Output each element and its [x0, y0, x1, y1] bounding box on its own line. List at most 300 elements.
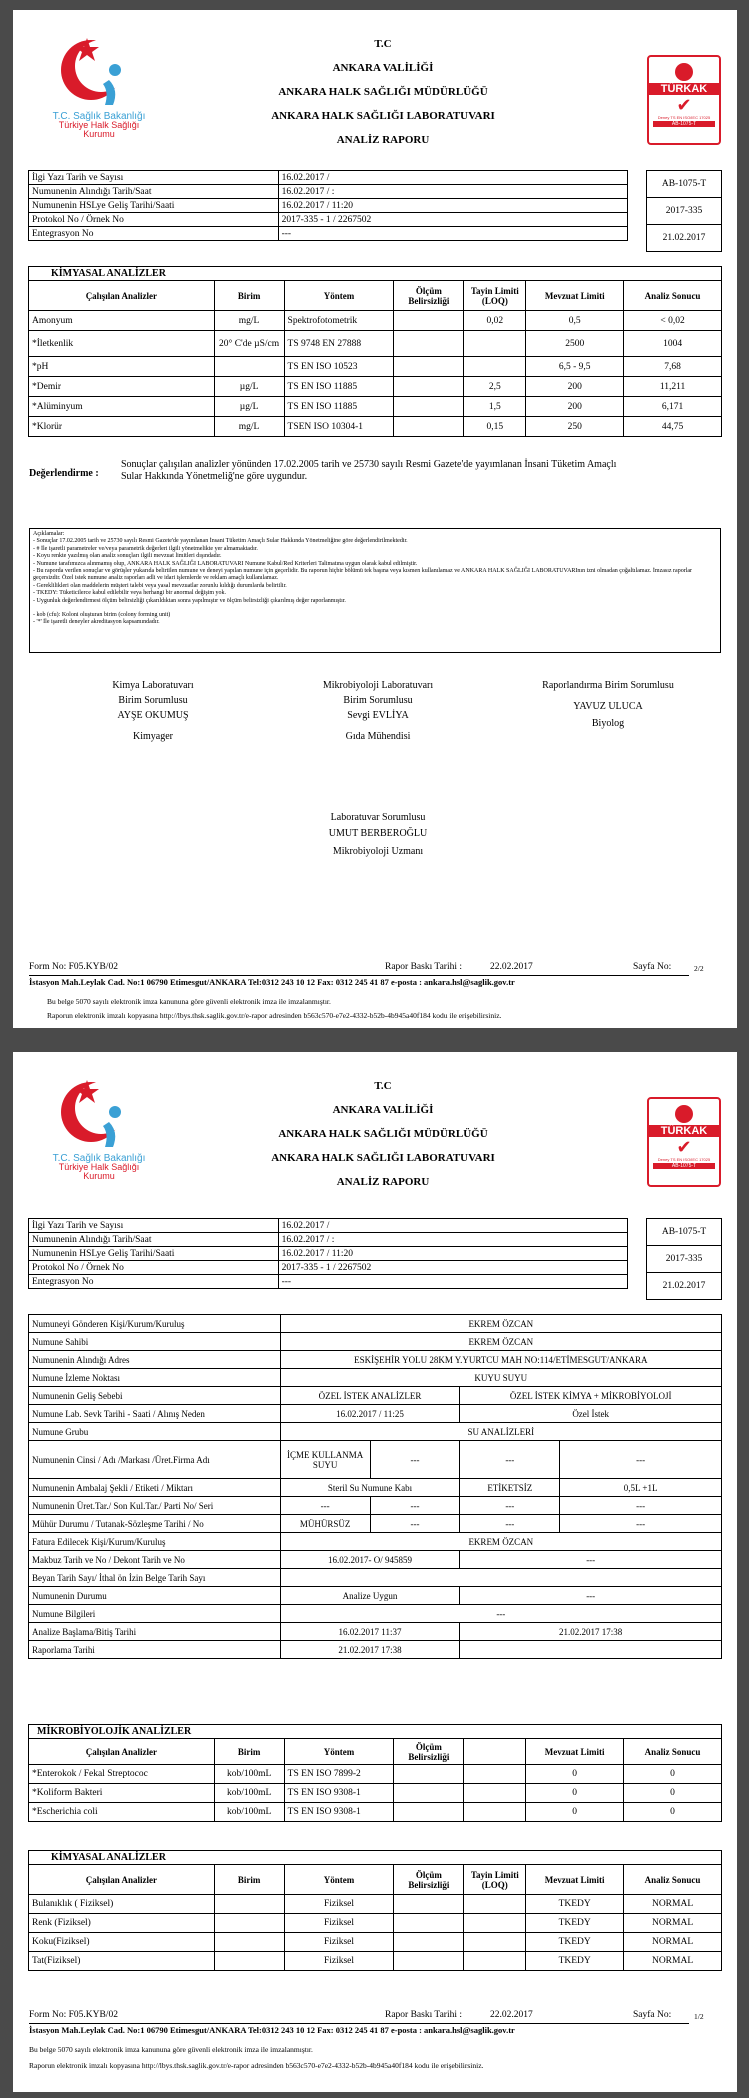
analysis-name: *Klorür — [29, 417, 215, 437]
detail-value: --- — [460, 1587, 722, 1605]
limit: 200 — [526, 397, 624, 417]
detail-value — [280, 1569, 721, 1587]
report-header — [213, 32, 553, 152]
loq — [464, 1803, 526, 1822]
turkak-logo — [647, 55, 721, 145]
table-row — [29, 417, 722, 437]
unit — [214, 357, 284, 377]
analysis-name: *Enterokok / Fekal Streptococ — [29, 1765, 215, 1784]
limit: 0 — [526, 1765, 624, 1784]
column-header: Birim — [214, 1739, 284, 1765]
detail-label: Numunenin Durumu — [29, 1587, 281, 1605]
info-value: 16.02.2017 / : — [278, 1233, 627, 1247]
unit — [214, 1914, 284, 1933]
accreditation-no: AB-1075-T — [647, 1219, 722, 1246]
info-label: Protokol No / Örnek No — [29, 213, 279, 227]
detail-label: Numuneyi Gönderen Kişi/Kurum/Kuruluş — [29, 1315, 281, 1333]
note-item: - Koyu renkte yazılmış olan analiz sonuçları ilgili mevzuat limitleri dışındadır. — [33, 553, 222, 560]
uncertainty — [394, 1765, 464, 1784]
print-date: 22.02.2017 — [490, 2010, 533, 2020]
loq — [464, 1914, 526, 1933]
info-side-table — [646, 1218, 722, 1300]
detail-label: Numunenin Geliş Sebebi — [29, 1387, 281, 1405]
result: 6,171 — [624, 397, 722, 417]
checkmark-icon: ✔ — [676, 1137, 692, 1157]
detail-label: Numunenin Cinsi / Adı /Markası /Üret.Firma Adı — [29, 1441, 281, 1479]
header-line2: ANKARA HALK SAĞLIĞI MÜDÜRLÜĞÜ — [278, 86, 488, 98]
lab-head-name: UMUT BERBEROĞLU — [328, 828, 428, 839]
info-value: 2017-335 - 1 / 2267502 — [278, 213, 627, 227]
method: TS EN ISO 9308-1 — [284, 1803, 394, 1822]
uncertainty — [394, 1914, 464, 1933]
analysis-name: Bulanıklık ( Fiziksel) — [29, 1895, 215, 1914]
signer-role: Gıda Mühendisi — [345, 731, 411, 742]
turkak-emblem-icon — [675, 1105, 693, 1123]
table-row — [29, 1914, 722, 1933]
uncertainty — [394, 1803, 464, 1822]
detail-value: --- — [460, 1551, 722, 1569]
report-page-1 — [13, 1052, 737, 2092]
detail-value: --- — [560, 1515, 722, 1533]
detail-label: Numunenin Alındığı Adres — [29, 1351, 281, 1369]
evaluation-label: Değerlendirme : — [29, 468, 99, 479]
ministry-name: T.C. Sağlık Bakanlığı — [52, 1153, 146, 1164]
limit: TKEDY — [526, 1895, 624, 1914]
loq: 1,5 — [464, 397, 526, 417]
column-header: Çalışılan Analizler — [29, 1739, 215, 1765]
detail-value: --- — [370, 1441, 460, 1479]
column-header: Analiz Sonucu — [624, 1865, 722, 1895]
uncertainty — [394, 1933, 464, 1952]
esign-note: Bu belge 5070 sayılı elektronik imza kanununa göre güvenli elektronik imza ile imzalanmıştır. — [47, 997, 331, 1006]
limit: 250 — [526, 417, 624, 437]
ministry-sub2: Kurumu — [83, 129, 115, 139]
header-line3: ANKARA HALK SAĞLIĞI LABORATUVARI — [271, 110, 495, 122]
verify-note: Raporun elektronik imzalı kopyasına http://lbys.thsk.saglik.gov.tr/e-rapor adresinden b563c570-e7e2-4332-b52b-4b945a40f184 kodu ile erişebilirsiniz. — [29, 2061, 484, 2070]
table-row — [29, 1895, 722, 1914]
detail-value: 21.02.2017 17:38 — [460, 1623, 722, 1641]
column-header: Ölçüm Belirsizliği — [394, 1739, 464, 1765]
report-page-2 — [13, 10, 737, 1028]
unit — [214, 1952, 284, 1971]
limit: 0,5 — [526, 311, 624, 331]
detail-value: KUYU SUYU — [280, 1369, 721, 1387]
ministry-name: T.C. Sağlık Bakanlığı — [52, 111, 146, 122]
info-label: İlgi Yazı Tarih ve Sayısı — [29, 1219, 279, 1233]
method: TS EN ISO 11885 — [284, 397, 394, 417]
detail-label: Beyan Tarih Sayı/ İthal ön İzin Belge Tarih Sayı — [29, 1569, 281, 1587]
detail-value: Analize Uygun — [280, 1587, 460, 1605]
detail-value: --- — [460, 1497, 560, 1515]
info-label: Numunenin HSLye Geliş Tarihi/Saati — [29, 199, 279, 213]
column-header: Tayin Limiti (LOQ) — [464, 1865, 526, 1895]
header-line1: ANKARA VALİLİĞİ — [332, 62, 434, 74]
result: NORMAL — [624, 1952, 722, 1971]
unit: mg/L — [214, 417, 284, 437]
loq — [464, 1933, 526, 1952]
loq — [464, 1952, 526, 1971]
detail-label: Mühür Durumu / Tutanak-Sözleşme Tarihi / No — [29, 1515, 281, 1533]
lab-head — [278, 810, 478, 860]
table-row — [29, 1765, 722, 1784]
protocol-no: 2017-335 — [647, 1246, 722, 1273]
uncertainty — [394, 357, 464, 377]
limit: TKEDY — [526, 1952, 624, 1971]
info-value: 16.02.2017 / : — [278, 185, 627, 199]
detail-value: Özel İstek — [460, 1405, 722, 1423]
detail-value: 21.02.2017 17:38 — [280, 1641, 460, 1659]
detail-label: Numunenin Üret.Tar./ Son Kul.Tar./ Parti No/ Seri — [29, 1497, 281, 1515]
detail-label: Numune Grubu — [29, 1423, 281, 1441]
column-header: Birim — [214, 281, 284, 311]
info-value: 2017-335 - 1 / 2267502 — [278, 1261, 627, 1275]
column-header: Analiz Sonucu — [624, 281, 722, 311]
checkmark-icon: ✔ — [676, 95, 692, 115]
limit: 2500 — [526, 331, 624, 357]
column-header: Ölçüm Belirsizliği — [394, 1865, 464, 1895]
analysis-name: *Demir — [29, 377, 215, 397]
signer-role: Kimyager — [133, 731, 173, 742]
method: Fiziksel — [284, 1933, 394, 1952]
unit: mg/L — [214, 311, 284, 331]
uncertainty — [394, 1952, 464, 1971]
analysis-name: *pH — [29, 357, 215, 377]
detail-value: ÖZEL İSTEK ANALİZLER — [280, 1387, 460, 1405]
detail-value: EKREM ÖZCAN — [280, 1533, 721, 1551]
analysis-name: Koku(Fiziksel) — [29, 1933, 215, 1952]
detail-value: --- — [370, 1515, 460, 1533]
method: Spektrofotometrik — [284, 311, 394, 331]
note-spacer — [33, 605, 717, 612]
detail-label: Numune Sahibi — [29, 1333, 281, 1351]
column-header: Analiz Sonucu — [624, 1739, 722, 1765]
table-row — [29, 1803, 722, 1822]
info-label: İlgi Yazı Tarih ve Sayısı — [29, 171, 279, 185]
print-date-label: Rapor Baskı Tarihi : — [385, 962, 462, 972]
column-header: Mevzuat Limiti — [526, 1739, 624, 1765]
notes-title: Açıklamalar: — [33, 531, 65, 537]
detail-label: Makbuz Tarih ve No / Dekont Tarih ve No — [29, 1551, 281, 1569]
analysis-name: Tat(Fiziksel) — [29, 1952, 215, 1971]
loq — [464, 1895, 526, 1914]
turkak-emblem-icon — [675, 63, 693, 81]
esign-note: Bu belge 5070 sayılı elektronik imza kanununa göre güvenli elektronik imza ile imzalanmıştır. — [29, 2045, 313, 2054]
info-value: 16.02.2017 / 11:20 — [278, 199, 627, 213]
form-no: Form No: F05.KYB/02 — [29, 2010, 118, 2020]
info-label: Protokol No / Örnek No — [29, 1261, 279, 1275]
chemical-analysis-table — [28, 266, 722, 437]
method: TS EN ISO 9308-1 — [284, 1784, 394, 1803]
detail-label: Numune İzleme Noktası — [29, 1369, 281, 1387]
signer-microbiology — [293, 678, 463, 744]
method: TS EN ISO 10523 — [284, 357, 394, 377]
sample-details-table — [28, 1314, 722, 1659]
detail-value: 0,5L +1L — [560, 1479, 722, 1497]
result: NORMAL — [624, 1933, 722, 1952]
info-value: 16.02.2017 / — [278, 171, 627, 185]
signer-title: Raporlandırma Birim Sorumlusu — [542, 680, 674, 691]
info-value: --- — [278, 227, 627, 241]
detail-value: EKREM ÖZCAN — [280, 1333, 721, 1351]
detail-value: ÖZEL İSTEK KİMYA + MİKROBİYOLOJİ — [460, 1387, 722, 1405]
limit: 0 — [526, 1784, 624, 1803]
loq — [464, 331, 526, 357]
header-line3: ANKARA HALK SAĞLIĞI LABORATUVARI — [271, 1152, 495, 1164]
detail-label: Numune Lab. Sevk Tarihi - Saati / Alınış Neden — [29, 1405, 281, 1423]
table-row — [29, 377, 722, 397]
section-title: KİMYASAL ANALİZLER — [29, 267, 722, 281]
header-tc: T.C — [374, 38, 392, 50]
turkak-code: AB-1075-T — [653, 1163, 715, 1169]
uncertainty — [394, 377, 464, 397]
chemical-analysis-table — [28, 1850, 722, 1971]
method: Fiziksel — [284, 1895, 394, 1914]
analysis-name: *Alüminyum — [29, 397, 215, 417]
table-row — [29, 311, 722, 331]
info-label: Entegrasyon No — [29, 1275, 279, 1289]
method: TS 9748 EN 27888 — [284, 331, 394, 357]
header-tc: T.C — [374, 1080, 392, 1092]
detail-value: --- — [560, 1441, 722, 1479]
turkak-name: TÜRKAK — [649, 1125, 719, 1137]
result: 0 — [624, 1803, 722, 1822]
column-header: Yöntem — [284, 281, 394, 311]
uncertainty — [394, 311, 464, 331]
info-table — [28, 170, 628, 241]
unit: 20° C'de µS/cm — [214, 331, 284, 357]
limit: 200 — [526, 377, 624, 397]
footer-divider — [29, 2023, 689, 2024]
info-table — [28, 1218, 628, 1289]
unit — [214, 1933, 284, 1952]
info-value: 16.02.2017 / — [278, 1219, 627, 1233]
note-item: - Bu raporda verilen sonuçlar ve görüşler yukarıda belirtilen numune ve deneyi yapılan numune için geçerlidir. Bu raporun hiçbir bölümü tek başına veya kısmen kullanılamaz ve ANKARA HALK SAĞLIĞI LABORATUVARInın izni olmadan çoğaltılamaz. İmzasız raporlar geçersizdir. Özel istek numune analiz raporları adli ve idari işlemlerde ve reklam amaçlı kullanılamaz. — [33, 568, 693, 582]
column-header — [464, 1739, 526, 1765]
info-value: --- — [278, 1275, 627, 1289]
result: 0 — [624, 1765, 722, 1784]
table-row — [29, 1784, 722, 1803]
note-item: - Uygunluk değerlendirmesi ölçüm belirsizliği çıkarıldıktan sonra yapılmıştır ve ölçüm belirsizliği çıkarılmış değer raporlanmıştır. — [33, 597, 346, 604]
signer-name: AYŞE OKUMUŞ — [117, 710, 189, 721]
page-label: Sayfa No: — [633, 2010, 672, 2020]
uncertainty — [394, 417, 464, 437]
method: TS EN ISO 11885 — [284, 377, 394, 397]
limit: TKEDY — [526, 1933, 624, 1952]
method: Fiziksel — [284, 1914, 394, 1933]
loq — [464, 1784, 526, 1803]
note-item: - # İle işaretli parametreler ve/veya parametrik değerleri ilgili yönetmelikte yer almamaktadır. — [33, 545, 258, 552]
unit: kob/100mL — [214, 1765, 284, 1784]
footer-address: İstasyon Mah.Leylak Cad. No:1 06790 Etimesgut/ANKARA Tel:0312 243 10 12 Fax: 0312 245 41 87 e-posta : ankara.hsl@saglik.gov.tr — [29, 2025, 515, 2035]
lab-head-title: Laboratuvar Sorumlusu — [330, 812, 426, 823]
header-line4: ANALİZ RAPORU — [336, 134, 430, 146]
page-label: Sayfa No: — [633, 962, 672, 972]
unit: µg/L — [214, 397, 284, 417]
form-no: Form No: F05.KYB/02 — [29, 962, 118, 972]
column-header: Çalışılan Analizler — [29, 281, 215, 311]
signer-role: Biyolog — [591, 718, 625, 729]
table-row — [29, 357, 722, 377]
detail-label: Raporlama Tarihi — [29, 1641, 281, 1659]
note-item: - TKEDY: Tüketicilerce kabul edilebilir veya herhangi bir anormal değişim yok. — [33, 590, 227, 597]
detail-value: MÜHÜRSÜZ — [280, 1515, 370, 1533]
report-date: 21.02.2017 — [647, 225, 722, 252]
analysis-name: *İletkenlik — [29, 331, 215, 357]
table-row — [29, 397, 722, 417]
turkak-logo — [647, 1097, 721, 1187]
turkak-name: TÜRKAK — [649, 83, 719, 95]
detail-value: --- — [280, 1497, 370, 1515]
table-row — [29, 331, 722, 357]
detail-value: Steril Su Numune Kabı — [280, 1479, 460, 1497]
page-number: 1/2 — [694, 2012, 704, 2021]
footer-divider — [29, 975, 689, 976]
table-row — [29, 1933, 722, 1952]
protocol-no: 2017-335 — [647, 198, 722, 225]
column-header: Yöntem — [284, 1865, 394, 1895]
verify-note: Raporun elektronik imzalı kopyasına http://lbys.thsk.saglik.gov.tr/e-rapor adresinden b563c570-e7e2-4332-b52b-4b945a40f184 kodu ile erişebilirsiniz. — [47, 1011, 502, 1020]
info-side-table — [646, 170, 722, 252]
detail-label: Fatura Edilecek Kişi/Kurum/Kuruluş — [29, 1533, 281, 1551]
info-value: 16.02.2017 / 11:20 — [278, 1247, 627, 1261]
detail-value: --- — [280, 1605, 721, 1623]
detail-value-empty — [460, 1641, 722, 1659]
analysis-name: Amonyum — [29, 311, 215, 331]
limit: 0 — [526, 1803, 624, 1822]
signer-reporting — [508, 678, 708, 731]
column-header: Yöntem — [284, 1739, 394, 1765]
result: NORMAL — [624, 1895, 722, 1914]
turkak-text: Deney TS EN ISO/IEC 17025 — [657, 1157, 711, 1162]
header-line2: ANKARA HALK SAĞLIĞI MÜDÜRLÜĞÜ — [278, 1128, 488, 1140]
column-header: Tayin Limiti (LOQ) — [464, 281, 526, 311]
analysis-name: *Escherichia coli — [29, 1803, 215, 1822]
analysis-name: Renk (Fiziksel) — [29, 1914, 215, 1933]
detail-value: 16.02.2017- O/ 945859 — [280, 1551, 460, 1569]
info-label: Numunenin HSLye Geliş Tarihi/Saati — [29, 1247, 279, 1261]
loq — [464, 1765, 526, 1784]
uncertainty — [394, 1784, 464, 1803]
detail-value: ETİKETSİZ — [460, 1479, 560, 1497]
loq: 0,02 — [464, 311, 526, 331]
signer-title: Birim Sorumlusu — [118, 695, 188, 706]
detail-value: --- — [370, 1497, 460, 1515]
note-item: - '*' İle işaretli deneyler akreditasyon kapsamındadır. — [33, 619, 160, 626]
detail-label: Analize Başlama/Bitiş Tarihi — [29, 1623, 281, 1641]
section-title: MİKROBİYOLOJİK ANALİZLER — [29, 1725, 722, 1739]
note-item: - Numune tarafımızca alınmamış olup, ANKARA HALK SAĞLIĞI LABORATUVARI Numune Kabul/Red Kriterleri Talimatına uygun olarak kabul edilmiştir. — [33, 560, 418, 567]
detail-label: Numune Bilgileri — [29, 1605, 281, 1623]
table-row — [29, 1952, 722, 1971]
result: 11,211 — [624, 377, 722, 397]
detail-value: EKREM ÖZCAN — [280, 1315, 721, 1333]
signer-title: Kimya Laboratuvarı — [112, 680, 194, 691]
signer-name: Sevgi EVLİYA — [347, 710, 409, 721]
note-item: - Sonuçlar 17.02.2005 tarih ve 25730 sayılı Resmi Gazete'de yayımlanan İnsani Tüketim Amaçlı Sular Hakkında Yönetmeliğine göre değerlendirilmektedir. — [33, 538, 408, 545]
result: 7,68 — [624, 357, 722, 377]
detail-value: İÇME KULLANMA SUYU — [280, 1441, 370, 1479]
report-date: 21.02.2017 — [647, 1273, 722, 1300]
column-header: Birim — [214, 1865, 284, 1895]
accreditation-no: AB-1075-T — [647, 171, 722, 198]
detail-label: Numunenin Ambalaj Şekli / Etiketi / Miktarı — [29, 1479, 281, 1497]
microbiology-analysis-table — [28, 1724, 722, 1822]
ministry-logo — [39, 30, 159, 140]
note-item: - Gereklilikleri olan maddelerin müşteri talebi veya yasal mevzuatlar zorunlu kıldığı durumlarda belirtilir. — [33, 582, 287, 589]
header-line4: ANALİZ RAPORU — [336, 1176, 430, 1188]
unit — [214, 1895, 284, 1914]
loq — [464, 357, 526, 377]
unit: kob/100mL — [214, 1803, 284, 1822]
info-label: Entegrasyon No — [29, 227, 279, 241]
column-header: Ölçüm Belirsizliği — [394, 281, 464, 311]
result: < 0,02 — [624, 311, 722, 331]
column-header: Mevzuat Limiti — [526, 1865, 624, 1895]
print-date-label: Rapor Baskı Tarihi : — [385, 2010, 462, 2020]
info-label: Numunenin Alındığı Tarih/Saat — [29, 1233, 279, 1247]
detail-value: --- — [560, 1497, 722, 1515]
signer-chemistry — [68, 678, 238, 744]
notes-box — [29, 528, 721, 653]
turkak-text: Deney TS EN ISO/IEC 17025 — [657, 115, 711, 120]
report-header — [213, 1074, 553, 1194]
detail-value: 16.02.2017 / 11:25 — [280, 1405, 460, 1423]
detail-value: ESKİŞEHİR YOLU 28KM Y.YURTCU MAH NO:114/ETİMESGUT/ANKARA — [280, 1351, 721, 1369]
unit: kob/100mL — [214, 1784, 284, 1803]
ministry-logo — [39, 1072, 159, 1182]
print-date: 22.02.2017 — [490, 962, 533, 972]
method: TSEN ISO 10304-1 — [284, 417, 394, 437]
signer-title: Birim Sorumlusu — [343, 695, 413, 706]
ministry-sub1: Türkiye Halk Sağlığı — [58, 120, 140, 130]
result: NORMAL — [624, 1914, 722, 1933]
page-number: 2/2 — [694, 964, 704, 973]
lab-head-role: Mikrobiyoloji Uzmanı — [332, 846, 424, 857]
analysis-name: *Koliform Bakteri — [29, 1784, 215, 1803]
detail-value: 16.02.2017 11:37 — [280, 1623, 460, 1641]
limit: 6,5 - 9,5 — [526, 357, 624, 377]
method: Fiziksel — [284, 1952, 394, 1971]
detail-value: SU ANALİZLERİ — [280, 1423, 721, 1441]
column-header: Çalışılan Analizler — [29, 1865, 215, 1895]
header-line1: ANKARA VALİLİĞİ — [332, 1104, 434, 1116]
ministry-sub2: Kurumu — [83, 1171, 115, 1181]
loq: 0,15 — [464, 417, 526, 437]
result: 1004 — [624, 331, 722, 357]
uncertainty — [394, 1895, 464, 1914]
signer-title: Mikrobiyoloji Laboratuvarı — [322, 680, 434, 691]
uncertainty — [394, 397, 464, 417]
note-item: - kob (cfu): Koloni oluşturan birim (colony forming unit) — [33, 612, 171, 619]
detail-value: --- — [460, 1515, 560, 1533]
limit: TKEDY — [526, 1914, 624, 1933]
evaluation-text: Sonuçlar çalışılan analizler yönünden 17.02.2005 tarih ve 25730 sayılı Resmi Gazete'de yayımlanan İnsani Tüketim Amaçlı Sular Hakkında Yönetmeliğ'ne göre uygundur. — [121, 459, 617, 482]
footer-address: İstasyon Mah.Leylak Cad. No:1 06790 Etimesgut/ANKARA Tel:0312 243 10 12 Fax: 0312 245 41 87 e-posta : ankara.hsl@saglik.gov.tr — [29, 977, 515, 987]
uncertainty — [394, 331, 464, 357]
method: TS EN ISO 7899-2 — [284, 1765, 394, 1784]
signer-name: YAVUZ ULUCA — [573, 701, 643, 712]
loq: 2,5 — [464, 377, 526, 397]
unit: µg/L — [214, 377, 284, 397]
ministry-sub1: Türkiye Halk Sağlığı — [58, 1162, 140, 1172]
turkak-code: AB-1075-T — [653, 121, 715, 127]
info-label: Numunenin Alındığı Tarih/Saat — [29, 185, 279, 199]
section-title: KİMYASAL ANALİZLER — [29, 1851, 722, 1865]
result: 0 — [624, 1784, 722, 1803]
column-header: Mevzuat Limiti — [526, 281, 624, 311]
result: 44,75 — [624, 417, 722, 437]
detail-value: --- — [460, 1441, 560, 1479]
